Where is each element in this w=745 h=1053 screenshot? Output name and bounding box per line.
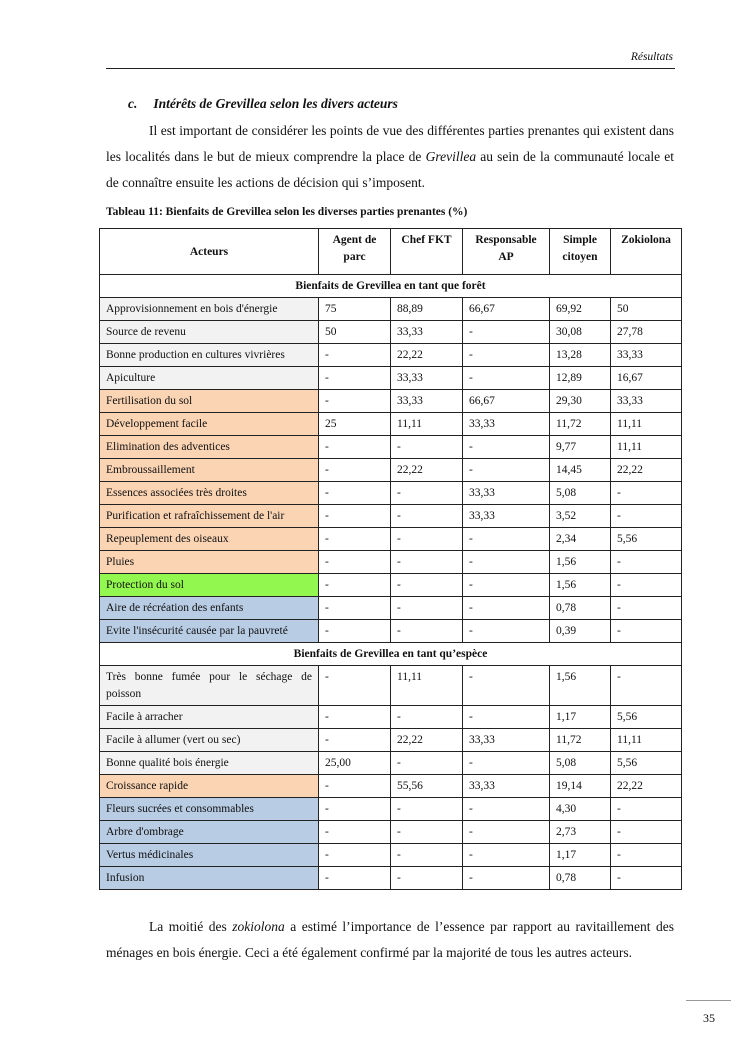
row-value: - [391,844,463,867]
row-value: - [611,482,682,505]
table-row [100,413,682,436]
row-value: 22,22 [611,459,682,482]
row-value: 11,11 [391,413,463,436]
row-value: - [391,620,463,643]
row-value: - [319,620,391,643]
row-value: 11,11 [611,729,682,752]
table-row [100,459,682,482]
row-value: - [319,551,391,574]
row-value: 4,30 [550,798,611,821]
table-row [100,798,682,821]
row-value: 29,30 [550,390,611,413]
table-row [100,666,682,706]
row-value: 0,78 [550,597,611,620]
row-value: - [391,752,463,775]
row-value: - [463,574,550,597]
row-value: 25 [319,413,391,436]
row-value: - [463,459,550,482]
row-value: 1,56 [550,666,611,706]
row-value: 1,17 [550,706,611,729]
table-row [100,620,682,643]
row-value: 1,17 [550,844,611,867]
row-value: - [391,551,463,574]
header-zokiolona: Zokiolona [611,229,682,275]
row-value: 50 [611,298,682,321]
row-value: - [611,666,682,706]
row-value: - [463,867,550,890]
row-value: - [391,821,463,844]
row-value: 5,56 [611,528,682,551]
row-label: Purification et rafraîchissement de l'air [100,505,319,528]
row-label: Protection du sol [100,574,319,597]
row-label: Bonne production en cultures vivrières [100,344,319,367]
row-value: 33,33 [391,367,463,390]
row-value: - [319,528,391,551]
row-value: - [391,482,463,505]
row-label: Facile à arracher [100,706,319,729]
row-value: - [391,436,463,459]
row-value: - [611,505,682,528]
table-caption: Tableau 11: Bienfaits de Grevillea selon les diverses parties prenantes (%) [106,206,468,218]
row-value: - [319,844,391,867]
row-value: - [391,706,463,729]
intro-text-1: Il est important de considérer les points de vue des différentes parties prenantes qui existent dans les localités dans le but de mieux comprendre la place de [106,123,674,164]
table-row [100,298,682,321]
table-row [100,321,682,344]
row-label: Aire de récréation des enfants [100,597,319,620]
row-value: 25,00 [319,752,391,775]
table-row [100,729,682,752]
row-value: - [611,574,682,597]
header-simple-citoyen: Simple citoyen [550,229,611,275]
table-row [100,752,682,775]
row-value: - [319,436,391,459]
page-number: 35 [703,1011,715,1025]
row-value: - [611,821,682,844]
row-value: - [391,574,463,597]
row-value: 0,39 [550,620,611,643]
closing-italic-zokiolona: zokiolona [232,919,285,934]
closing-paragraph [106,914,674,966]
table-row [100,390,682,413]
row-value: - [463,798,550,821]
row-value: 11,11 [611,436,682,459]
row-value: - [319,798,391,821]
row-value: 88,89 [391,298,463,321]
row-value: - [611,620,682,643]
closing-text-2: a estimé l’importance de l’essence par rapport au ravitaillement des ménages en bois énergie. Ceci a été également confirmé par la majorité de tous les autres acteurs. [106,919,675,960]
row-value: - [391,798,463,821]
row-value: - [611,867,682,890]
row-value: 11,72 [550,413,611,436]
row-value: 33,33 [463,482,550,505]
section-row-espece [100,643,682,666]
table-row [100,821,682,844]
row-label: Apiculture [100,367,319,390]
row-label: Essences associées très droites [100,482,319,505]
closing-text-1: La moitié des [149,919,233,934]
row-value: 3,52 [550,505,611,528]
table-header-row [100,229,682,275]
section-title-espece: Bienfaits de Grevillea en tant qu’espèce [100,643,682,666]
row-value: - [463,620,550,643]
row-label: Fertilisation du sol [100,390,319,413]
table-row [100,867,682,890]
intro-italic-grevillea: Grevillea [425,149,477,164]
row-label: Arbre d'ombrage [100,821,319,844]
section-row-foret [100,275,682,298]
row-value: 33,33 [463,729,550,752]
row-value: 66,67 [463,298,550,321]
row-value: 9,77 [550,436,611,459]
row-value: - [319,505,391,528]
row-value: 2,73 [550,821,611,844]
row-label: Développement facile [100,413,319,436]
row-value: 22,22 [391,729,463,752]
row-label: Pluies [100,551,319,574]
row-label: Repeuplement des oiseaux [100,528,319,551]
row-value: 33,33 [463,775,550,798]
row-value: - [463,436,550,459]
row-value: - [319,597,391,620]
row-value: 1,56 [550,551,611,574]
row-label: Infusion [100,867,319,890]
row-value: 5,08 [550,752,611,775]
row-label: Facile à allumer (vert ou sec) [100,729,319,752]
header-rule [106,68,675,69]
row-label: Source de revenu [100,321,319,344]
row-value: 11,72 [550,729,611,752]
row-value: 33,33 [611,390,682,413]
footer-rule [686,1000,731,1001]
header-chef-fkt: Chef FKT [391,229,463,275]
row-value: - [319,459,391,482]
row-value: - [319,367,391,390]
row-label: Fleurs sucrées et consommables [100,798,319,821]
table-row [100,505,682,528]
row-value: - [463,321,550,344]
row-value: 33,33 [463,413,550,436]
row-value: 0,78 [550,867,611,890]
row-label: Croissance rapide [100,775,319,798]
row-value: - [463,821,550,844]
row-value: - [463,597,550,620]
row-value: - [463,367,550,390]
row-value: 55,56 [391,775,463,798]
row-label: Elimination des adventices [100,436,319,459]
row-label: Evite l'insécurité causée par la pauvreté [100,620,319,643]
row-value: 5,56 [611,706,682,729]
header-acteurs: Acteurs [100,229,319,275]
row-value: - [611,597,682,620]
table-row [100,436,682,459]
row-value: 13,28 [550,344,611,367]
row-value: - [611,844,682,867]
row-value: 19,14 [550,775,611,798]
row-value: - [319,574,391,597]
header-responsable-ap: Responsable AP [463,229,550,275]
table-row [100,482,682,505]
row-value: 5,08 [550,482,611,505]
row-value: 66,67 [463,390,550,413]
row-value: - [319,706,391,729]
table-row [100,344,682,367]
row-value: 22,22 [611,775,682,798]
row-value: - [463,528,550,551]
row-value: 22,22 [391,459,463,482]
row-value: - [463,706,550,729]
table-row [100,775,682,798]
intro-text-2: au sein de la communauté locale et de connaître ensuite les actions de décision qui s’imposent. [106,149,674,190]
row-value: 75 [319,298,391,321]
row-value: - [611,551,682,574]
table-row [100,367,682,390]
intro-paragraph [106,118,674,196]
benefits-table [99,228,682,890]
row-value: 33,33 [391,321,463,344]
row-label: Embroussaillement [100,459,319,482]
section-title-foret: Bienfaits de Grevillea en tant que forêt [100,275,682,298]
row-label: Bonne qualité bois énergie [100,752,319,775]
row-value: - [391,505,463,528]
row-value: - [391,867,463,890]
row-value: - [319,729,391,752]
row-value: 50 [319,321,391,344]
row-value: - [319,482,391,505]
table-row [100,528,682,551]
row-value: - [319,775,391,798]
running-header: Résultats [630,51,673,63]
row-value: - [319,821,391,844]
row-value: 12,89 [550,367,611,390]
row-value: 11,11 [391,666,463,706]
row-value: 33,33 [463,505,550,528]
row-value: - [463,752,550,775]
table-row [100,574,682,597]
row-value: 22,22 [391,344,463,367]
row-value: 2,34 [550,528,611,551]
section-heading [128,96,398,112]
row-value: 33,33 [611,344,682,367]
row-value: - [391,528,463,551]
header-agent-de-parc: Agent de parc [319,229,391,275]
table-row [100,706,682,729]
row-value: 5,56 [611,752,682,775]
row-value: 69,92 [550,298,611,321]
table-row [100,844,682,867]
row-value: - [463,551,550,574]
table-row [100,597,682,620]
row-value: 27,78 [611,321,682,344]
row-label: Approvisionnement en bois d'énergie [100,298,319,321]
row-value: - [319,390,391,413]
row-value: - [391,597,463,620]
row-value: 33,33 [391,390,463,413]
row-value: 11,11 [611,413,682,436]
row-value: 30,08 [550,321,611,344]
row-value: - [463,344,550,367]
row-value: - [319,344,391,367]
row-value: - [463,844,550,867]
section-title: Intérêts de Grevillea selon les divers acteurs [153,96,398,111]
table-row [100,551,682,574]
row-value: 1,56 [550,574,611,597]
row-value: - [319,666,391,706]
row-value: - [319,867,391,890]
row-value: - [463,666,550,706]
table-body [100,275,682,890]
row-label: Très bonne fumée pour le séchage de poisson [100,666,319,706]
section-number: c. [128,96,138,111]
row-value: 14,45 [550,459,611,482]
row-value: - [611,798,682,821]
row-value: 16,67 [611,367,682,390]
row-label: Vertus médicinales [100,844,319,867]
